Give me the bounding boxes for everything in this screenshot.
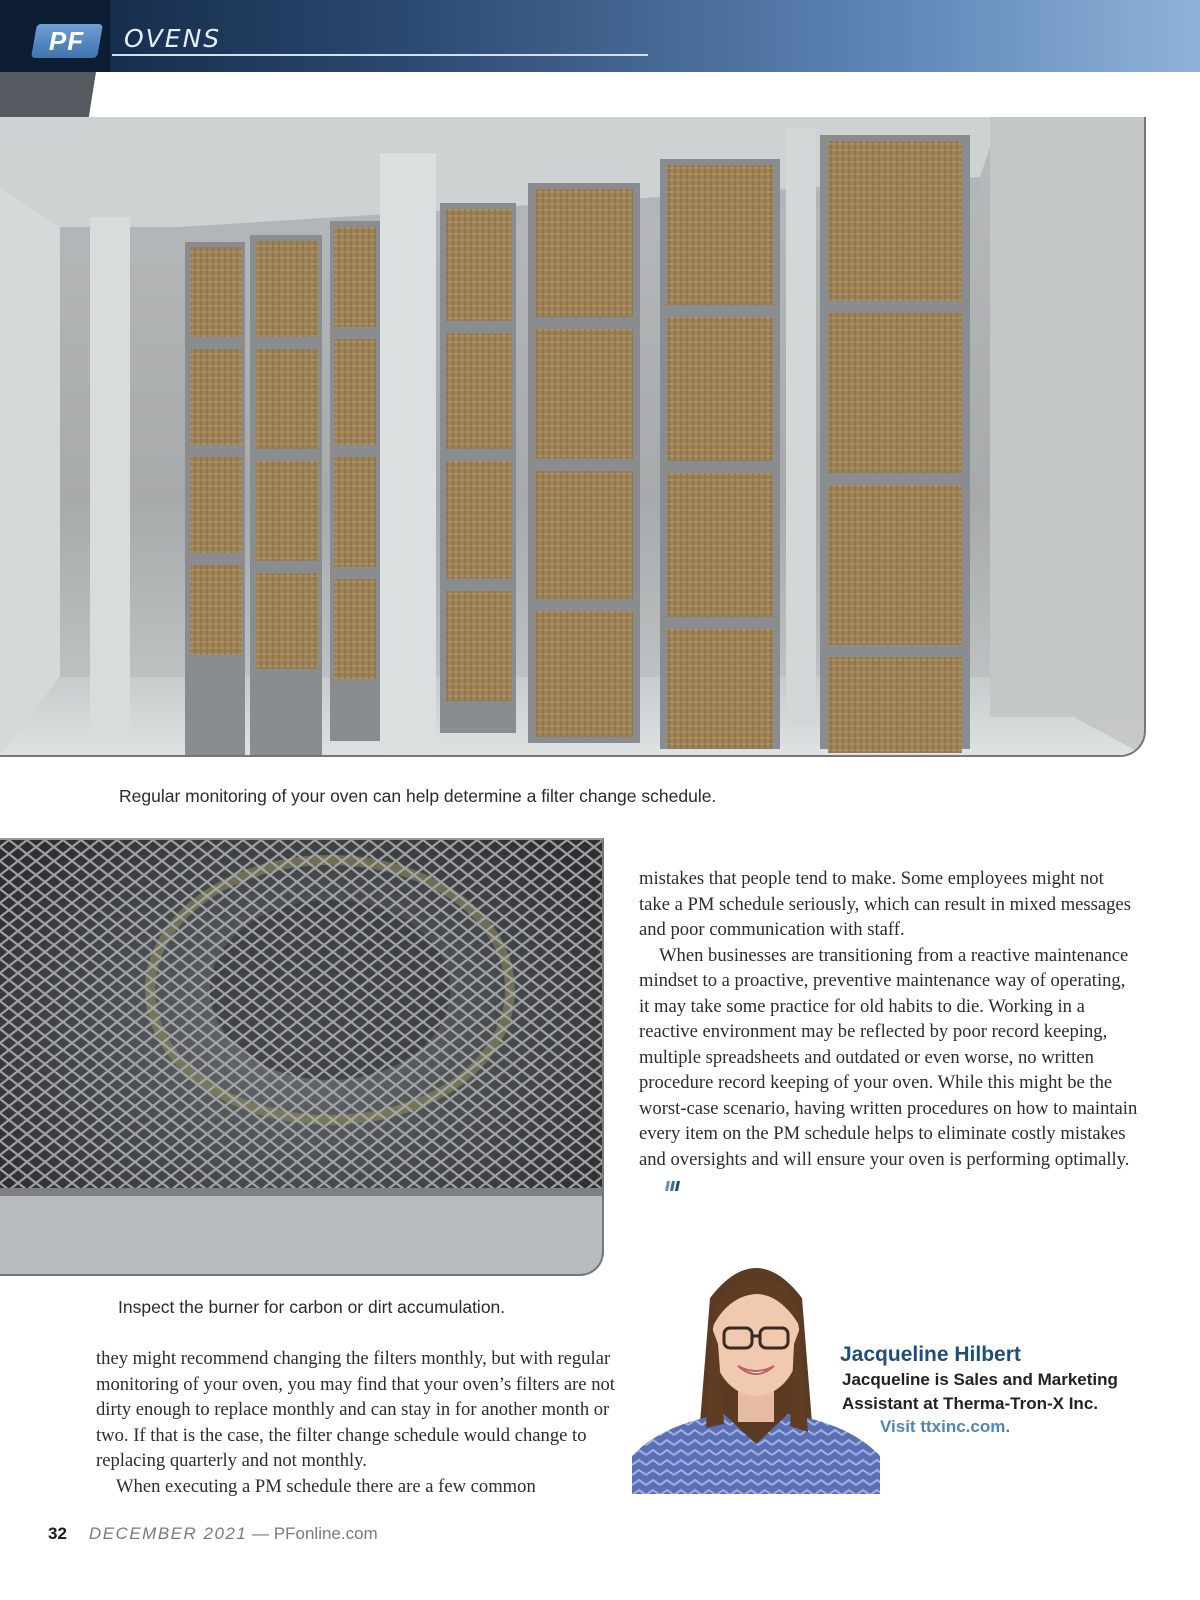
author-name: Jacqueline Hilbert (840, 1343, 1021, 1366)
footer-site-link[interactable]: PFonline.com (273, 1524, 378, 1543)
left-paragraph-1: they might recommend changing the filters monthly, but with regular monitoring of your oven, you may find that your oven’s filters are not dirty enough to replace monthly and can stay in for another month or two. If that is the case, the filter change schedule would change to replacing quarterly and not monthly. (96, 1348, 615, 1471)
right-paragraph-1: mistakes that people tend to make. Some employees might not take a PM schedule seriously, which can result in mixed messages and poor communication with staff. (639, 868, 1131, 940)
author-website-link[interactable]: Visit ttxinc.com. (880, 1417, 1011, 1436)
section-header (0, 0, 1200, 72)
section-title: OVENS (124, 24, 222, 53)
author-description: Jacqueline is Sales and Marketing Assistant at Therma-Tron-X Inc. (842, 1370, 1118, 1413)
article-left-column (96, 1346, 616, 1499)
pf-logo (31, 24, 103, 58)
pf-logo-text: PF (49, 25, 85, 56)
page-footer (48, 1524, 378, 1544)
end-of-article-icon (645, 1173, 681, 1199)
header-rule (112, 54, 648, 56)
filter-bank-photo (0, 117, 1146, 757)
right-paragraph-2: When businesses are transitioning from a reactive maintenance mindset to a proactive, preventive maintenance way of operating, it may take some practice for old habits to die. Working in a reactive environment may be reflected by poor record keeping, multiple spreadsheets and outdated or even worse, no written procedure record keeping of your oven. While this might be the worst-case scenario, having written procedures on how to maintain every item on the PM schedule helps to eliminate costly mistakes and oversights and will ensure your oven is performing optimally. (639, 944, 1138, 1170)
burner-mesh-photo (0, 838, 604, 1276)
article-right-column (639, 866, 1139, 1198)
page-number: 32 (48, 1524, 67, 1543)
issue-date: DECEMBER 2021 (88, 1524, 248, 1543)
filter-photo-caption: Regular monitoring of your oven can help determine a filter change schedule. (119, 786, 717, 806)
author-bio (840, 1342, 1180, 1438)
footer-separator: — (252, 1524, 270, 1543)
left-paragraph-2: When executing a PM schedule there are a few common (116, 1475, 536, 1497)
burner-photo-caption: Inspect the burner for carbon or dirt accumulation. (118, 1297, 506, 1317)
header-wedge (0, 72, 96, 120)
